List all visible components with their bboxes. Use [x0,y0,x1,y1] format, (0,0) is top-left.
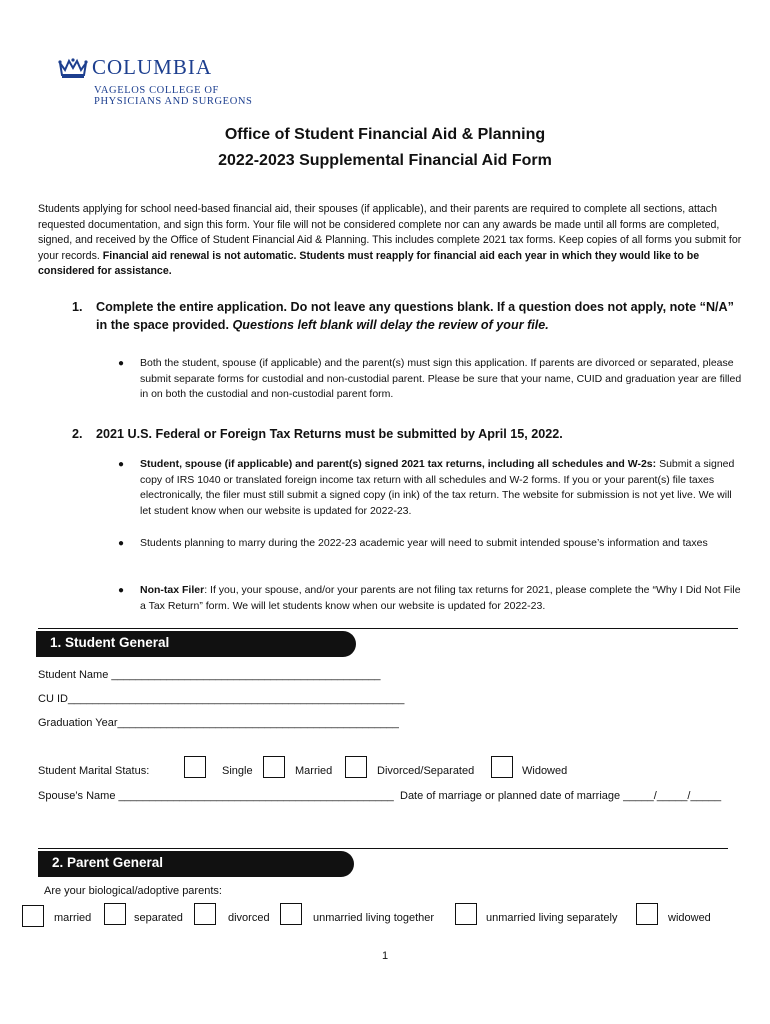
intro-paragraph [38,202,746,280]
page-number: 1 [381,950,389,962]
cuid-field[interactable]: CU ID_______________________________________________________ [38,693,405,705]
section-1-text: Complete the entire application. Do not leave any questions blank. If a question does not apply, note “N/A” in the space provided. [96,300,734,332]
marital-status-label: Student Marital Status: [38,765,150,777]
section-1-bullet [118,356,745,403]
parents-unmarried-together-checkbox[interactable] [280,903,302,925]
parent-question: Are your biological/adoptive parents: [44,885,222,897]
crown-icon [58,57,88,79]
bullet-icon: ● [118,358,125,369]
section-1-heading [96,298,746,334]
section-2-bullet-2-text: Students planning to marry during the 2022-23 academic year will need to submit intended spouse’s information and taxes [140,537,708,549]
parents-separated-label: separated [134,912,183,924]
logo-subtitle [94,85,253,107]
intro-text: Students applying for school need-based financial aid, their spouses (if applicable), and their parents are required to complete all sections, attach requested documentation, and sign this form. Your file will not be considered complete nor can any awards be made until all forms are completed, signed, and received by the Office of Student Financial Aid & Planning. This includes complete 2021 tax forms. Keep copies of all forms you submit for your records. [38,203,742,262]
intro-bold: Financial aid renewal is not automatic. Students must reapply for financial aid each year in which they would like to be considered for assistance. [38,249,700,278]
parents-separated-checkbox[interactable] [104,903,126,925]
section-1-bullet-text: Both the student, spouse (if applicable) and the parent(s) must sign this application. If parents are divorced or separated, please submit separate forms for custodial and non-custodial parent. Please be sure that your name, CUID and graduation year are filled in on both the custodial and non-custodial parent form. [140,357,742,401]
widowed-label: Widowed [522,765,568,777]
parents-married-label: married [54,912,92,924]
section-1-number: 1. [72,300,83,314]
single-checkbox[interactable] [184,756,206,778]
parents-married-checkbox[interactable] [22,905,44,927]
bullet-icon: ● [118,459,125,470]
parents-divorced-label: divorced [228,912,270,924]
graduation-year-field[interactable]: Graduation Year______________________________________________ [38,717,399,729]
widowed-checkbox[interactable] [491,756,513,778]
section-2-bullet-1-text: Submit a signed copy of IRS 1040 or translated foreign income tax return with all schedules and W-2 forms. If you or your parent(s) file taxes electronically, the filer must still submit a signed copy (in ink) of the tax return. The website for submission is not yet live. We will let student know when our website is updated for 2022-23. [140,458,735,517]
parents-unmarried-separately-checkbox[interactable] [455,903,477,925]
single-label: Single [222,765,253,777]
section-divider [38,848,728,849]
section-2-number: 2. [72,427,83,441]
parents-unmarried-together-label: unmarried living together [313,912,435,924]
office-title: Office of Student Financial Aid & Planning [224,126,546,143]
section-2-heading: 2021 U.S. Federal or Foreign Tax Returns must be submitted by April 15, 2022. [96,427,563,441]
bullet-icon: ● [118,585,125,596]
section-2-bullet-3-text: : If you, your spouse, and/or your parents are not filing tax returns for 2021, please complete the “Why I Did Not File a Tax Return” form. We will let students know when our website is updated for 2022-23. [140,584,741,612]
married-label: Married [295,765,333,777]
section-2-bullet-3-bold: Non-tax Filer [140,584,205,596]
parents-widowed-label: widowed [668,912,711,924]
logo-subtitle-line2: PHYSICIANS AND SURGEONS [94,96,253,107]
spouse-name-field[interactable]: Spouse’s Name _____________________________________________ [38,790,394,802]
student-name-field[interactable]: Student Name ____________________________________________ [38,669,381,681]
section-1-italic: Questions left blank will delay the review of your file. [232,318,549,332]
parents-unmarried-separately-label: unmarried living separately [486,912,618,924]
parents-divorced-checkbox[interactable] [194,903,216,925]
section-2-bullet-3 [118,583,745,614]
section-2-bullet-1-bold: Student, spouse (if applicable) and parent(s) signed 2021 tax returns, including all schedules and W-2s: [140,458,657,470]
form-title: 2022-2023 Supplemental Financial Aid Form [218,152,552,169]
logo-subtitle-line1: VAGELOS COLLEGE OF [94,85,219,96]
logo-name: COLUMBIA [92,55,213,79]
student-general-header: 1. Student General [36,631,356,657]
section-2-bullet-2 [118,536,745,552]
bullet-icon: ● [118,538,125,549]
parents-widowed-checkbox[interactable] [636,903,658,925]
married-checkbox[interactable] [263,756,285,778]
marriage-date-field[interactable]: Date of marriage or planned date of marriage _____/_____/_____ [400,790,722,802]
divorced-separated-label: Divorced/Separated [377,765,475,777]
divorced-separated-checkbox[interactable] [345,756,367,778]
parent-general-header: 2. Parent General [38,851,354,877]
section-2-bullet-1 [118,457,745,519]
section-divider [38,628,738,629]
